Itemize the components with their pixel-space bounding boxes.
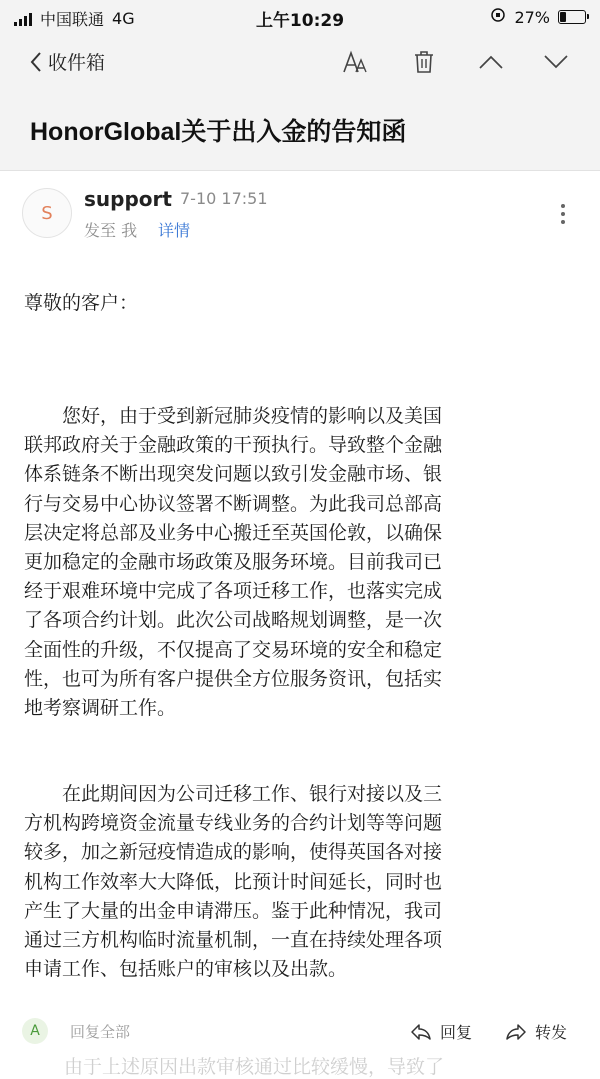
status-right — [490, 7, 586, 27]
font-size-icon[interactable] — [340, 46, 372, 78]
trash-icon[interactable] — [408, 46, 440, 78]
reply-all-button[interactable]: 回复全部 — [70, 1023, 131, 1041]
email-paragraph-2 — [24, 780, 576, 984]
forward-label: 转发 — [535, 1023, 568, 1042]
paragraph-line: 体系链条不断出现突发问题以致引发金融市场、银 — [24, 463, 443, 486]
email-paragraph-3-partial: 由于上述原因出款审核通过比较缓慢，导致了 — [64, 1056, 445, 1078]
paragraph-line: 地考察调研工作。 — [24, 697, 177, 720]
paragraph-line: 性，也可为所有客户提供全方位服务资讯，包括实 — [24, 667, 443, 690]
reply-button[interactable] — [410, 1020, 472, 1043]
paragraph-line: 机构工作效率大大降低，比预计时间延长，同时也 — [24, 870, 443, 893]
paragraph-line: 经于艰难环境中完成了各项迁移工作，也落实完成 — [24, 580, 443, 603]
paragraph-line: 联邦政府关于金融政策的干预执行。导致整个金融 — [24, 434, 443, 457]
user-avatar: A — [22, 1018, 48, 1044]
paragraph-line: 行与交易中心协议签署不断调整。为此我司总部高 — [24, 492, 443, 515]
paragraph-line: 在此期间因为公司迁移工作、银行对接以及三 — [62, 783, 443, 805]
paragraph-line: 方机构跨境资金流量专线业务的合约计划等等问题 — [24, 812, 443, 835]
forward-button[interactable] — [505, 1020, 567, 1043]
reply-icon — [410, 1023, 432, 1041]
paragraph-line: 了各项合约计划。此次公司战略规划调整，是一次 — [24, 609, 443, 632]
sent-time: 7-10 17:51 — [180, 189, 268, 208]
orientation-lock-icon — [490, 7, 506, 27]
back-button[interactable] — [28, 48, 105, 75]
recipient-label: 发至 我 — [84, 221, 138, 240]
carrier-label: 中国联通 — [40, 10, 105, 29]
status-bar — [0, 0, 600, 34]
subject-bar — [0, 90, 600, 171]
paragraph-line: 申请工作、包括账户的审核以及出款。 — [24, 958, 348, 981]
status-time: 上午10:29 — [255, 11, 345, 31]
sender-header — [0, 171, 600, 256]
paragraph-line: 层决定将总部及业务中心搬迁至英国伦敦，以确保 — [24, 521, 443, 544]
network-label: 4G — [112, 9, 135, 28]
chevron-down-icon[interactable] — [540, 46, 572, 78]
paragraph-line: 通过三方机构临时流量机制，一直在持续处理各项 — [24, 929, 443, 952]
reply-bar — [0, 1010, 600, 1052]
back-label: 收件箱 — [48, 52, 106, 74]
paragraph-line: 全面性的升级，不仅提高了交易环境的安全和稳定 — [24, 638, 443, 661]
chevron-up-icon[interactable] — [475, 46, 507, 78]
paragraph-line: 较多，加之新冠疫情造成的影响，使得英国各对接 — [24, 841, 443, 864]
battery-percent: 27% — [514, 7, 550, 27]
reply-label: 回复 — [440, 1023, 473, 1042]
email-subject: HonorGlobal关于出入金的告知函 — [30, 118, 407, 146]
email-paragraph-1 — [24, 402, 576, 723]
paragraph-line: 更加稳定的金融市场政策及服务环境。目前我司已 — [24, 551, 443, 574]
email-greeting: 尊敬的客户： — [24, 292, 139, 314]
sender-avatar[interactable]: S — [22, 188, 72, 238]
chevron-left-icon — [28, 50, 44, 74]
paragraph-line: 您好，由于受到新冠肺炎疫情的影响以及美国 — [62, 405, 443, 427]
nav-bar — [0, 34, 600, 90]
battery-icon — [558, 10, 586, 24]
paragraph-line: 产生了大量的出金申请滞压。鉴于此种情况，我司 — [24, 899, 443, 922]
more-options-icon[interactable] — [552, 199, 574, 229]
details-link[interactable]: 详情 — [158, 221, 191, 240]
forward-icon — [505, 1023, 527, 1041]
sender-name[interactable]: support — [84, 187, 172, 211]
battery-fill — [560, 12, 566, 22]
